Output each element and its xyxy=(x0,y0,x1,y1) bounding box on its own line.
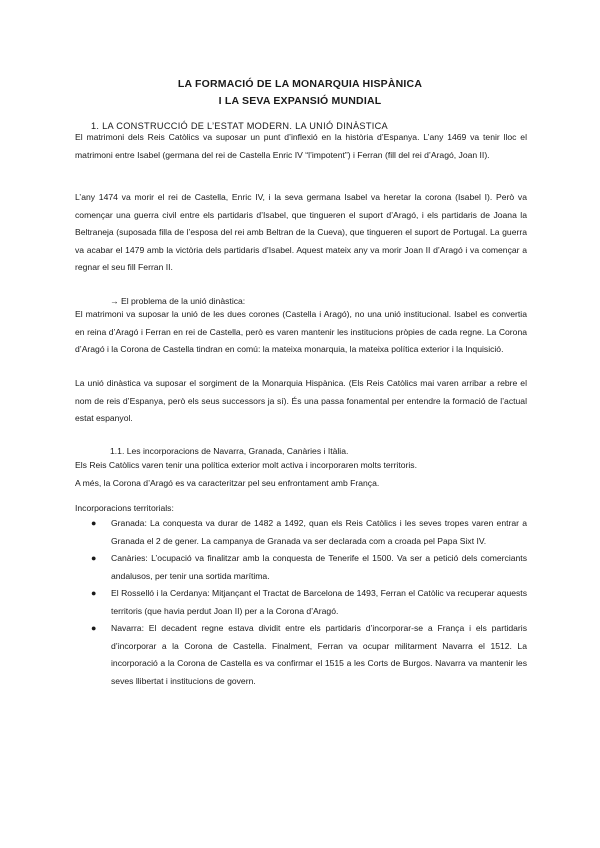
list-item xyxy=(75,550,527,585)
list-item-text: Navarra: El decadent regne estava dividit entre els partidaris d’incorporar-se a França i els partidaris d’incorporar a la Corona de Castella. Finalment, Ferran va ocupar militarment Navarra el 1512. La incorporació a la Corona de Castella es va confirmar el 1515 a les Corts de Burgos. Navarra va mantenir les seves llibertat i institucions de govern. xyxy=(111,623,527,686)
bullet-icon: ● xyxy=(91,588,97,598)
bullet-icon: ● xyxy=(91,553,97,563)
paragraph-5a: Els Reis Catòlics varen tenir una política exterior molt activa i incorporaren molts territoris. xyxy=(75,460,417,470)
list-item xyxy=(75,585,527,620)
list-item-text: Canàries: L’ocupació va finalitzar amb la conquesta de Tenerife el 1500. Va ser a petició dels comerciants andalusos, per tenir una sortida marítima. xyxy=(111,553,527,581)
list-item xyxy=(75,515,527,550)
paragraph-1: El matrimoni dels Reis Catòlics va suposar un punt d’inflexió en la història d’Espanya. L’any 1469 va tenir lloc el matrimoni entre Isabel (germana del rei de Castella Enric IV “l’impotent”) i Ferran (fill del rei d’Aragó, Joan II). xyxy=(75,132,527,160)
document-title-line1: LA FORMACIÓ DE LA MONARQUIA HISPÀNICA xyxy=(177,78,423,90)
list-item-text: Granada: La conquesta va durar de 1482 a 1492, quan els Reis Catòlics i les seves tropes varen entrar a Granada el 2 de gener. La campanya de Granada va ser declarada com a croada pel Papa Sixt IV. xyxy=(111,518,527,546)
section-heading-1: 1. LA CONSTRUCCIÓ DE L’ESTAT MODERN. LA UNIÓ DINÀSTICA xyxy=(91,121,388,131)
bullet-icon: ● xyxy=(91,518,97,528)
paragraph-3: El matrimoni va suposar la unió de les dues corones (Castella i Aragó), no una unió institucional. Isabel es convertia en reina d’Aragó i Ferran en rei de Castella, però es varen mantenir les institucions pròpies de cada regne. La Corona d’Aragó i la Corona de Castella tindran en comú: la mateixa monarquia, la mateixa política exterior i la Inquisició. xyxy=(75,309,527,354)
paragraph-5b: A més, la Corona d’Aragó es va caracteritzar pel seu enfrontament amb França. xyxy=(75,478,380,488)
paragraph-2: L’any 1474 va morir el rei de Castella, Enric IV, i la seva germana Isabel va heretar la corona (Isabel I). Però va començar una guerra civil entre els partidaris d’Isabel, que tingueren el suport d’Aragó, i els partidaris de Joana la Beltraneja (suposada filla de l’esposa del rei amb Beltran de la Cueva), que tingueren el suport de Portugal. La guerra va acabar el 1479 amb la victòria dels partidaris d’Isabel. Aquest mateix any va morir Joan II d’Aragó i va començar a regnar el seu fill Ferran II. xyxy=(75,192,527,272)
list-item xyxy=(75,620,527,690)
incorporacions-label: Incorporacions territorials: xyxy=(75,503,174,513)
problem-heading: → El problema de la unió dinàstica: xyxy=(110,296,246,306)
list-item-text: El Rosselló i la Cerdanya: Mitjançant el Tractat de Barcelona de 1493, Ferran el Catòlic va recuperar aquests territoris (que havia perdut Joan II) per a la Corona d’Aragó. xyxy=(111,588,527,616)
bullet-icon: ● xyxy=(91,623,97,633)
paragraph-4: La unió dinàstica va suposar el sorgiment de la Monarquia Hispànica. (Els Reis Catòlics mai varen arribar a rebre el nom de reis d’Espanya, però els seus successors ja sí). És una passa fonamental per entendre la formació de l’actual estat espanyol. xyxy=(75,378,527,423)
document-title-line2: I LA SEVA EXPANSIÓ MUNDIAL xyxy=(218,95,382,107)
subsection-heading: 1.1. Les incorporacions de Navarra, Granada, Canàries i Itàlia. xyxy=(110,446,349,456)
territories-list xyxy=(75,515,527,690)
